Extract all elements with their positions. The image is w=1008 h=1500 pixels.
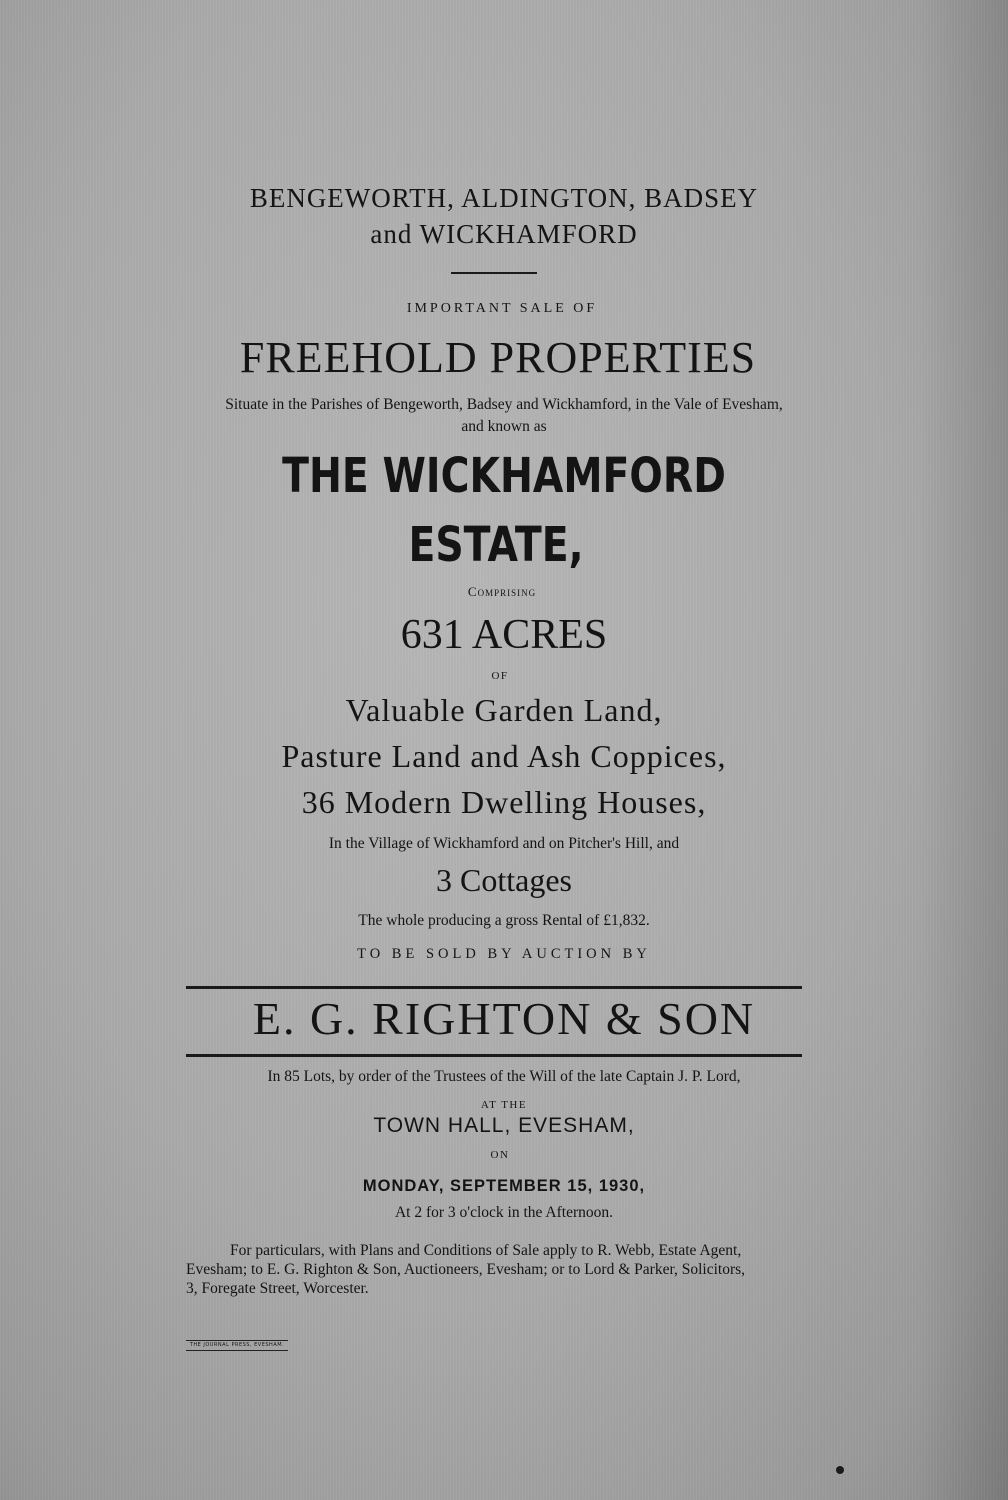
- firm-rule-top: [186, 986, 802, 989]
- at-the-label: AT THE: [480, 1099, 528, 1111]
- estate-name-line1: THE WICKHAMFORD: [282, 448, 726, 504]
- particulars-line-3: 3, Foregate Street, Worcester.: [186, 1280, 369, 1297]
- to-be-sold-line: TO BE SOLD BY AUCTION BY: [357, 946, 651, 962]
- item-dwelling-houses: 36 Modern Dwelling Houses,: [301, 784, 707, 820]
- item-pasture-land: Pasture Land and Ash Coppices,: [281, 738, 727, 774]
- estate-name-line2: ESTATE,: [408, 517, 584, 573]
- lots-line: In 85 Lots, by order of the Trustees of the Will of the late Captain J. P. Lord,: [267, 1068, 741, 1085]
- situate-line-2: and known as: [461, 418, 547, 435]
- auctioneer-firm-name: E. G. RIGHTON & SON: [252, 993, 756, 1044]
- sale-time: At 2 for 3 o'clock in the Afternoon.: [394, 1204, 614, 1221]
- village-line: In the Village of Wickhamford and on Pitcher's Hill, and: [328, 835, 680, 852]
- item-garden-land: Valuable Garden Land,: [345, 692, 663, 728]
- firm-rule-bottom: [186, 1054, 802, 1057]
- ink-spot: [836, 1466, 844, 1474]
- places-heading-line1: BENGEWORTH, ALDINGTON, BADSEY: [249, 183, 759, 213]
- venue: TOWN HALL, EVESHAM,: [373, 1114, 635, 1137]
- sale-date: MONDAY, SEPTEMBER 15, 1930,: [362, 1177, 646, 1195]
- on-label: ON: [490, 1149, 510, 1161]
- acreage: 631 ACRES: [400, 612, 608, 658]
- situate-line-1: Situate in the Parishes of Bengeworth, Badsey and Wickhamford, in the Vale of Evesham,: [225, 396, 783, 413]
- rental-line: The whole producing a gross Rental of £1,832.: [358, 912, 650, 929]
- comprising-label: Comprising: [467, 584, 537, 599]
- important-sale-label: IMPORTANT SALE OF: [406, 301, 598, 316]
- particulars-line-1: For particulars, with Plans and Conditions of Sale apply to R. Webb, Estate Agent,: [230, 1242, 742, 1259]
- particulars-line-2: Evesham; to E. G. Righton & Son, Auctioneers, Evesham; or to Lord & Parker, Solicitors,: [186, 1261, 746, 1278]
- cottages: 3 Cottages: [436, 862, 572, 898]
- freehold-properties-title: FREEHOLD PROPERTIES: [239, 333, 757, 382]
- of-label: OF: [491, 670, 509, 682]
- short-divider: [451, 272, 537, 274]
- printer-imprint: THE JOURNAL PRESS, EVESHAM.: [186, 1340, 288, 1351]
- places-heading-line2: and WICKHAMFORD: [370, 219, 638, 249]
